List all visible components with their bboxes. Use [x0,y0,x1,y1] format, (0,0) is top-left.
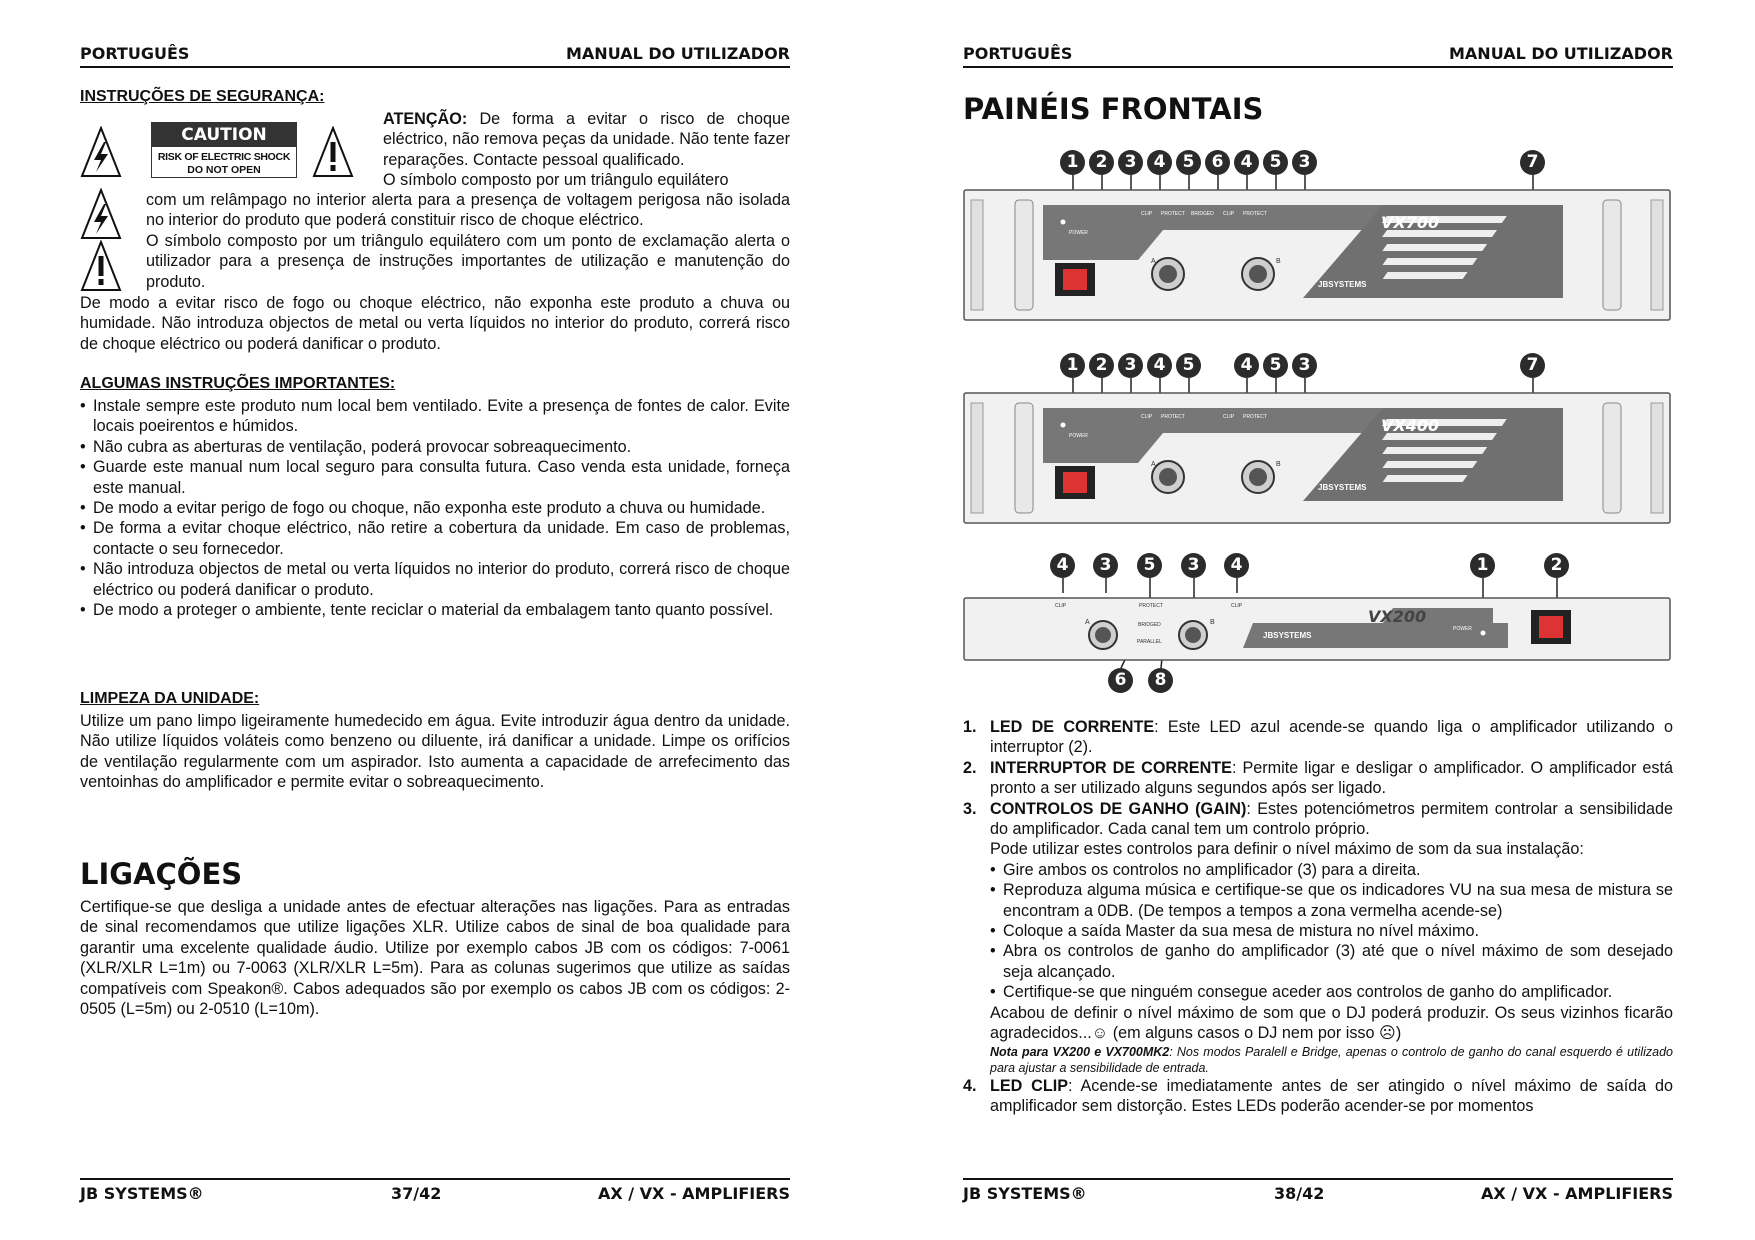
vx-note [990,1044,1673,1076]
panel-label: POWER [1069,230,1088,236]
description-item [963,1076,1673,1117]
exclamation-triangle-icon [312,126,354,178]
panel-label: A [1151,461,1156,468]
list-item: • Não introduza objectos de metal ou verta líquidos no interior do produto, correrá risco de choque eléctrico ou poderá danificar o produto. [80,559,790,600]
panel-label: PARALLEL [1137,639,1162,645]
item-text: : Este LED azul acende-se quando liga o amplificador utilizando o interruptor (2). [990,718,1673,757]
note-text: : Nos modos Paralell e Bridge, apenas o controlo de ganho do canal esquerdo é utilizado para ajustar a sensibilidade de entrada. [990,1044,1673,1075]
right-footer [963,1178,1673,1208]
callout-badge: 5 [1176,353,1201,378]
callout-badge: 3 [1181,553,1206,578]
callout-badge: 6 [1205,150,1230,175]
panel-label: A [1085,619,1090,626]
callout-badge: 2 [1089,353,1114,378]
left-footer [80,1178,790,1208]
fire-warning-paragraph: De modo a evitar risco de fogo ou choque eléctrico, não exponha este produto a chuva ou humidade. Não introduza objectos de metal ou verta líquidos no interior do produto, correrá risco de choque eléctrico ou poderá danificar o produto. [80,294,790,353]
list-item: • Gire ambos os controlos no amplificador (3) para a direita. [990,860,1673,880]
callout-badge: 1 [1060,150,1085,175]
item-3-intro: Pode utilizar estes controlos para definir o nível máximo de som da sua instalação: [990,840,1584,859]
item-number: 1. [963,718,977,736]
panel-label: CLIP [1223,414,1235,420]
panel-label: POWER [1453,626,1472,632]
callout-badge: 5 [1263,353,1288,378]
right-header [963,44,1673,68]
item-title: CONTROLOS DE GANHO (GAIN) [990,799,1247,818]
callout-badge: 5 [1263,150,1288,175]
vx200-figure [963,553,1673,703]
vx700-brand-label: JBSYSTEMS [1318,280,1367,289]
list-item: • Guarde este manual num local seguro para consulta futura. Caso venda esta unidade, forneça este manual. [80,457,790,498]
vx200-model-label: VX200 [1368,607,1427,626]
footer-brand: JB SYSTEMS® [963,1184,1087,1203]
callout-badge: 4 [1147,353,1172,378]
panel-label: PROTECT [1243,211,1267,217]
cleaning-title: LIMPEZA DA UNIDADE: [80,690,260,707]
item-title: LED CLIP [990,1076,1069,1095]
attention-text: De forma a evitar o risco de choque eléctrico, não remova peças da unidade. Não tente fazer reparações. Contacte pessoal qualificado. [383,110,790,169]
list-item: • Coloque a saída Master da sua mesa de mistura no nível máximo. [990,921,1673,941]
exclamation-description: O símbolo composto por um triângulo equilátero com um ponto de exclamação alerta o utilizador para a presença de instruções importantes de utilização e manutenção do produto. [146,232,790,291]
lightning-triangle-icon [80,188,122,240]
panel-label: PROTECT [1243,414,1267,420]
important-instructions-title: ALGUMAS INSTRUÇÕES IMPORTANTES: [80,375,396,392]
vx200-brand-label: JBSYSTEMS [1263,631,1312,640]
callout-badge: 3 [1118,353,1143,378]
front-panels-title: PAINÉIS FRONTAIS [963,92,1264,126]
description-item [963,758,1673,799]
footer-product: AX / VX - AMPLIFIERS [597,1184,790,1203]
gain-steps-list [990,860,1673,1003]
panel-label: A [1151,258,1156,265]
attention-paragraph [383,109,790,170]
callout-badge: 1 [1470,553,1495,578]
list-item: • Abra os controlos de ganho do amplificador (3) até que o nível máximo de som desejado seja alcançado. [990,941,1673,982]
callout-badge: 4 [1234,150,1259,175]
callout-badge: 3 [1292,150,1317,175]
panel-label: PROTECT [1161,211,1185,217]
list-item: • De forma a evitar choque eléctrico, não retire a cobertura da unidade. Em caso de problemas, contacte o seu fornecedor. [80,518,790,559]
callout-badge: 2 [1544,553,1569,578]
callout-badge: 6 [1108,668,1133,693]
item-number: 3. [963,799,977,818]
lightning-description-start: O símbolo composto por um triângulo equilátero [383,171,729,189]
header-manual: MANUAL DO UTILIZADOR [566,44,790,63]
item-title: LED DE CORRENTE [990,718,1155,736]
panel-label: CLIP [1223,211,1235,217]
panel-label: POWER [1069,433,1088,439]
callout-badge: 3 [1118,150,1143,175]
vx200-panel-drawing [963,553,1673,703]
left-header [80,44,790,68]
important-instructions-list [80,396,790,620]
caution-line-2: DO NOT OPEN [187,164,261,176]
list-item: • Instale sempre este produto num local bem ventilado. Evite a presença de fontes de calor. Evite locais poeirentos e húmidos. [80,396,790,437]
item-title: INTERRUPTOR DE CORRENTE [990,758,1232,777]
item-number: 2. [963,758,977,777]
safety-title: INSTRUÇÕES DE SEGURANÇA: [80,88,325,105]
list-item: • De modo a evitar perigo de fogo ou choque, não exponha este produto a chuva ou humidade. [80,498,790,518]
callout-badge: 4 [1234,353,1259,378]
header-manual: MANUAL DO UTILIZADOR [1449,44,1673,63]
description-item [963,717,1673,758]
panel-label: PROTECT [1139,603,1163,609]
list-item: • Certifique-se que ninguém consegue aceder aos controlos de ganho do amplificador. [990,982,1673,1002]
footer-page-number: 37/42 [391,1184,442,1203]
note-label: Nota para VX200 e VX700MK2 [990,1044,1170,1059]
list-item: • Não cubra as aberturas de ventilação, poderá provocar sobreaquecimento. [80,437,790,457]
left-page [80,0,790,1240]
panel-label: CLIP [1141,414,1153,420]
footer-brand: JB SYSTEMS® [80,1184,204,1203]
panel-label: CLIP [1141,211,1153,217]
list-item: • De modo a proteger o ambiente, tente reciclar o material da embalagem tanto quanto possível. [80,600,790,620]
right-page [963,0,1673,1240]
caution-heading: CAUTION [152,123,296,147]
header-language: PORTUGUÊS [80,44,190,63]
vx400-brand-label: JBSYSTEMS [1318,483,1367,492]
item-number: 4. [963,1076,977,1095]
item-text: : Permite ligar e desligar o amplificador. O amplificador está pronto a ser utilizado alguns segundos após ser ligado. [990,758,1673,798]
panel-label: PROTECT [1161,414,1185,420]
vx700-model-label: VX700 [1381,213,1440,232]
panel-label: BRIDGED [1138,622,1161,628]
callout-badge: 2 [1089,150,1114,175]
callout-badge: 3 [1093,553,1118,578]
connections-title: LIGAÇÕES [80,857,243,891]
caution-line-1: RISK OF ELECTRIC SHOCK [157,151,291,163]
panel-label: B [1276,461,1281,468]
vx700-panel-drawing [963,150,1673,325]
callout-badge: 8 [1148,668,1173,693]
vx400-panel-drawing [963,353,1673,528]
callout-badge: 4 [1147,150,1172,175]
vx700-figure [963,150,1673,325]
panel-label: CLIP [1231,603,1243,609]
item-text: : Acende-se imediatamente antes de ser atingido o nível máximo de saída do amplificador sem distorção. Estes LEDs poderão acender-se por momentos [990,1076,1673,1115]
vx400-figure [963,353,1673,528]
callout-badge: 5 [1137,553,1162,578]
callout-badge: 3 [1292,353,1317,378]
description-item [963,799,1673,1076]
panel-label: B [1276,258,1281,265]
callout-badge: 1 [1060,353,1085,378]
vx400-model-label: VX400 [1381,416,1440,435]
cleaning-paragraph: Utilize um pano limpo ligeiramente humedecido em água. Evite introduzir água dentro da unidade. Não utilize líquidos voláteis como benzeno ou diluente, irá danificar a unidade. Limpe os orifícios de ventilação regularmente com um aspirador. Isto aumenta a capacidade de arrefecimento das ventoinhas do amplificador e permite evitar o sobreaquecimento. [80,712,790,792]
footer-product: AX / VX - AMPLIFIERS [1480,1184,1673,1203]
header-language: PORTUGUÊS [963,44,1073,63]
lightning-description: com um relâmpago no interior alerta para a presença de voltagem perigosa não isolada no interior do produto que poderá constituir risco de choque eléctrico. [146,191,790,230]
callout-badge: 4 [1050,553,1075,578]
callout-badge: 4 [1224,553,1249,578]
item-3-conclusion: Acabou de definir o nível máximo de som que o DJ poderá produzir. Os seus vizinhos ficarão agradecidos...☺ (em alguns casos o DJ nem por isso ☹) [990,1003,1673,1043]
connections-paragraph: Certifique-se que desliga a unidade antes de efectuar alterações nas ligações. Para as entradas de sinal recomendamos que utilize ligações XLR. Utilize cabos de sinal de boa qualidade para garantir uma excelente qualidade áudio. Utilize por exemplo cabos JB com os códigos: 7-0061 (XLR/XLR L=1m) ou 7-0063 (XLR/XLR L=5m). Para as colunas sugerimos que utilize as saídas compatíveis com Speakon®. Cabos adequados são por exemplo os cabos JB com os códigos: 2-0505 (L=5m) ou 2-0510 (L=10m). [80,898,790,1019]
item-text: : Estes potenciómetros permitem controlar a sensibilidade do amplificador. Cada canal tem um controlo próprio. [990,799,1673,839]
lightning-triangle-icon [80,126,122,178]
panel-label: CLIP [1055,603,1067,609]
callout-badge: 5 [1176,150,1201,175]
callout-badge: 7 [1520,353,1545,378]
footer-page-number: 38/42 [1274,1184,1325,1203]
front-panel-descriptions [963,717,1673,1116]
panel-label: BRIDGED [1191,211,1214,217]
caution-label-box [151,122,297,178]
list-item: • Reproduza alguma música e certifique-se que os indicadores VU na sua mesa de mistura se encontram a 0DB. (De tempos a tempos a zona vermelha acende-se) [990,880,1673,921]
attention-label: ATENÇÃO: [383,110,468,128]
exclamation-triangle-icon [80,240,122,292]
panel-label: B [1210,619,1215,626]
callout-badge: 7 [1520,150,1545,175]
